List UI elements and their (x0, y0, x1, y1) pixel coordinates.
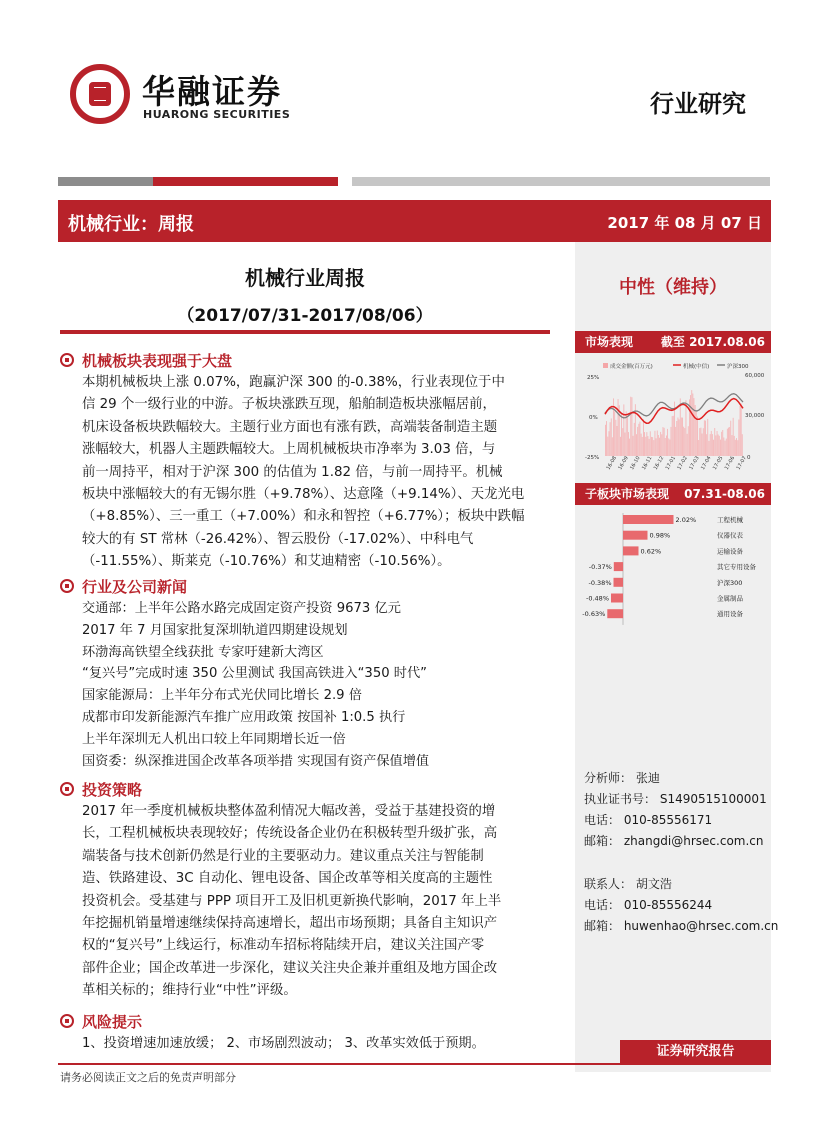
x-tick-label: 17-01 (664, 455, 678, 471)
contact-label: 执业证书号： (584, 792, 657, 806)
volume-bar (676, 421, 677, 456)
volume-bar (680, 398, 681, 456)
divider-gray-right (352, 177, 770, 186)
volume-bar (704, 420, 705, 456)
contact-row (584, 916, 779, 937)
volume-bar (630, 397, 631, 456)
volume-bar (692, 394, 693, 457)
section-line: 前一周持平，相对于沪深 300 的估值为 1.82 倍，与前一周持平。机械 (82, 464, 503, 480)
section-heading: 机械板块表现强于大盘 (82, 352, 233, 370)
section-line: 权的“复兴号”上线运行，标准动车招标将陆续开启，建议关注国产零 (82, 938, 485, 954)
x-tick-label: 17-04 (700, 455, 713, 471)
subsector-band-period: 07.31-08.06 (684, 487, 765, 501)
volume-bar (714, 428, 715, 456)
category-label: 沪深300 (717, 578, 743, 587)
contacts (584, 768, 779, 937)
x-tick-label: 17-05 (711, 455, 725, 471)
report-date: 2017 年 08 月 07 日 (607, 214, 762, 232)
category-label: 通用设备 (717, 610, 743, 619)
volume-bar (722, 430, 723, 456)
volume-bar (725, 441, 726, 456)
bar (614, 578, 624, 587)
volume-bar (607, 437, 608, 456)
data-label: 0.98% (649, 531, 671, 540)
section-line: 2017 年 7 月国家批复深圳轨道四期建设规划 (82, 622, 348, 638)
data-label: -0.38% (588, 578, 612, 587)
volume-bar (713, 440, 714, 456)
contact-value: zhangdi@hrsec.com.cn (620, 834, 764, 848)
volume-bar (627, 416, 628, 456)
volume-bar (668, 438, 669, 456)
volume-bar (710, 434, 711, 456)
volume-bar (699, 428, 700, 456)
volume-bar (649, 439, 650, 456)
company-name-en: HUARONG SECURITIES (143, 108, 291, 121)
volume-bar (651, 437, 652, 456)
bar (623, 531, 648, 540)
section-line: 造、铁路建设、3C 自动化、锂电设备、国企改革等相关度高的主题性 (82, 871, 493, 887)
y-left-tick: 25% (587, 375, 600, 381)
volume-bar (738, 420, 739, 457)
volume-bar (648, 436, 649, 456)
volume-bar (629, 439, 630, 456)
report-title: 机械行业周报 (245, 266, 365, 290)
section-line: 较大的有 ST 常林（-26.42%）、智云股份（-17.02%）、中科电气 (82, 531, 474, 547)
market-chart (575, 358, 771, 476)
contact-value: huwenhao@hrsec.com.cn (620, 919, 779, 933)
bar (614, 562, 623, 571)
volume-bar (637, 427, 638, 456)
section-line: 本期机械板块上涨 0.07%，跑赢沪深 300 的-0.38%，行业表现位于中 (82, 375, 505, 390)
volume-bar (687, 434, 688, 456)
contact-label: 分析师： (584, 771, 633, 785)
volume-bar (683, 427, 684, 456)
disclaimer: 请务必阅读正文之后的免责声明部分 (60, 1071, 236, 1084)
volume-bar (742, 434, 743, 456)
volume-bar (640, 422, 641, 456)
volume-bar (723, 438, 724, 457)
volume-bar (606, 421, 607, 456)
contact-label: 电话： (584, 898, 621, 912)
section-line: 环渤海高铁望全线获批 专家吁建新大湾区 (82, 644, 324, 660)
legend-machinery: 机械(中信) (683, 364, 710, 370)
bar (623, 515, 674, 524)
volume-bar (709, 441, 710, 456)
rating: 中性（维持） (619, 277, 727, 298)
data-label: -0.48% (586, 594, 609, 603)
section-line: 机床设备板块跌幅较大。主题行业方面也有涨有跌，高端装备制造主题 (82, 419, 498, 435)
contact-row (584, 810, 769, 831)
volume-bar (625, 433, 626, 457)
section-line: 年挖掘机销量增速继续保持高速增长，超出市场预期；具备自主知识产 (82, 916, 498, 932)
section-risk (60, 1011, 552, 1055)
volume-bar (614, 412, 615, 457)
volume-bar (612, 437, 613, 456)
volume-bar (659, 438, 660, 456)
volume-bar (653, 440, 654, 456)
section-strategy (60, 779, 552, 1003)
x-tick-label: 16-09 (617, 455, 630, 471)
section-line: 部件企业；国企改革进一步深化，建议关注央企兼并重组及地方国企改 (82, 960, 498, 976)
volume-bar (615, 420, 616, 456)
section-bullet-icon (60, 1014, 74, 1028)
x-tick-label: 16-10 (629, 455, 642, 471)
volume-bar (684, 428, 685, 456)
legend-hs300: 沪深300 (727, 364, 749, 370)
volume-bar (610, 422, 611, 456)
volume-bar (638, 424, 639, 456)
data-label: -0.63% (582, 610, 606, 619)
volume-bar (726, 439, 727, 456)
volume-bar (632, 397, 633, 456)
volume-bar (664, 428, 665, 456)
contact-value: 010-85556244 (620, 898, 713, 912)
volume-bar (620, 437, 621, 456)
volume-bar (690, 395, 691, 456)
volume-bar (644, 432, 645, 456)
volume-bars (605, 390, 743, 456)
y-right-tick: 30,000 (745, 413, 765, 419)
volume-bar (611, 418, 612, 456)
category-label: 仪器仪表 (717, 531, 743, 540)
subsector-band (575, 483, 771, 505)
volume-bar (655, 431, 656, 456)
volume-bar (730, 421, 731, 456)
report-date-range: （2017/07/31-2017/08/06） (177, 306, 433, 326)
market-band-left: 市场表现 (585, 335, 634, 349)
contact-row (584, 895, 769, 916)
section-line: （-11.55%）、斯莱克（-10.76%）和艾迪精密（-10.56%）。 (82, 554, 451, 570)
subsector-chart (575, 510, 771, 635)
category-label: 其它专用设备 (717, 563, 756, 572)
volume-bar (715, 435, 716, 456)
volume-bar (740, 406, 741, 456)
volume-bar (634, 423, 635, 456)
volume-bar (673, 416, 674, 456)
volume-bar (656, 438, 657, 456)
volume-bar (706, 434, 707, 456)
y-left-tick: -25% (585, 455, 600, 461)
volume-bar (698, 440, 699, 456)
volume-bar (672, 416, 673, 456)
volume-bar (657, 431, 658, 457)
volume-bar (736, 438, 737, 456)
section-heading: 投资策略 (82, 781, 143, 799)
volume-bar (732, 435, 733, 456)
volume-bar (643, 419, 644, 456)
section-line: 革相关标的；维持行业“中性”评级。 (82, 983, 297, 999)
legend-swatch-volume (603, 363, 608, 368)
volume-bar (633, 436, 634, 456)
volume-bar (707, 419, 708, 456)
volume-bar (678, 418, 679, 457)
contact-row (584, 831, 769, 852)
volume-bar (679, 419, 680, 456)
volume-bar (718, 435, 719, 457)
y-right-tick: 0 (747, 455, 751, 461)
x-tick-label: 17-07 (735, 455, 748, 471)
section-line: 长，工程机械板块表现较好；传统设备企业仍在积极转型升级扩张，高 (82, 826, 498, 842)
volume-bar (667, 429, 668, 456)
volume-bar (702, 434, 703, 457)
subsector-band-title: 子板块市场表现 (585, 487, 670, 501)
section-line: 板块中涨幅较大的有无锡尔胜（+9.78%）、达意隆（+9.14%）、天龙光电 (82, 487, 525, 503)
volume-bar (729, 427, 730, 456)
volume-bar (705, 421, 706, 456)
data-label: 2.02% (675, 516, 697, 524)
volume-bar (682, 418, 683, 456)
volume-bar (689, 399, 690, 456)
category-label: 工程机械 (717, 516, 743, 524)
section-line: 1、投资增速加速放缓； 2、市场剧烈波动； 3、改革实效低于预期。 (82, 1036, 485, 1051)
section-line: 国家能源局：上半年分布式光伏同比增长 2.9 倍 (82, 688, 362, 704)
contact-row (584, 874, 769, 895)
volume-bar (622, 428, 623, 456)
volume-bar (609, 431, 610, 456)
volume-bar (681, 418, 682, 457)
bar (607, 609, 623, 618)
volume-bar (691, 390, 692, 456)
volume-bar (694, 398, 695, 456)
volume-bar (658, 435, 659, 456)
section-line: 涨幅较大，机器人主题跌幅较大。上周机械板块市净率为 3.03 倍，与 (82, 442, 496, 458)
bar (611, 594, 623, 603)
volume-bar (618, 399, 619, 456)
bar (623, 546, 639, 555)
section-news (60, 576, 552, 772)
y-right-tick: 60,000 (745, 373, 765, 379)
volume-bar (728, 428, 729, 456)
volume-bar (671, 427, 672, 456)
volume-bar (605, 425, 606, 456)
volume-bar (741, 404, 742, 456)
section-heading: 风险提示 (82, 1013, 143, 1031)
section-line: （+8.85%）、三一重工（+7.00%）和永和智控（+6.77%）；板块中跌幅 (82, 509, 525, 525)
volume-bar (652, 437, 653, 456)
section-line: 端装备与技术创新仍然是行业的主要驱动力。建议重点关注与智能制 (82, 848, 484, 864)
volume-bar (688, 426, 689, 456)
section-line: 2017 年一季度机械板块整体盈利情况大幅改善，受益于基建投资的增 (82, 804, 496, 819)
contact-label: 联系人： (584, 877, 633, 891)
volume-bar (712, 434, 713, 456)
band-title: 机械行业：周报 (68, 214, 194, 235)
divider-red (153, 177, 338, 186)
contact-value: 胡文浩 (632, 877, 672, 891)
section-line: 成都市印发新能源汽车推广应用政策 按国补 1:0.5 执行 (82, 709, 406, 725)
section-line: “复兴号”完成时速 350 公里测试 我国高铁进入“350 时代” (82, 666, 427, 682)
market-band-right: 截至 2017.08.06 (660, 335, 765, 349)
section-line: 投资机会。受基建与 PPP 项目开工及旧机更新换代影响，2017 年上半 (82, 893, 502, 909)
contact-row (584, 789, 769, 810)
x-tick-label: 17-03 (688, 455, 701, 471)
section-market-performance (60, 350, 552, 574)
volume-bar (628, 432, 629, 456)
volume-bar (719, 436, 720, 456)
section-line: 信 29 个一级行业的中游。子板块涨跌互现，船舶制造板块涨幅居前， (82, 397, 496, 413)
section-line: 国资委：纵深推进国企改革各项举措 实现国有资产保值增值 (82, 753, 430, 769)
volume-bar (661, 434, 662, 456)
volume-bar (660, 432, 661, 456)
contact-value: 张迪 (632, 771, 660, 785)
volume-bar (734, 436, 735, 456)
volume-bar (737, 440, 738, 456)
section-bullet-icon (60, 353, 74, 367)
volume-bar (666, 436, 667, 457)
volume-bar (733, 418, 734, 456)
section-heading: 行业及公司新闻 (82, 578, 188, 596)
volume-bar (621, 414, 622, 456)
volume-bar (642, 437, 643, 456)
divider-gray-left (58, 177, 153, 186)
contact-label: 邮箱： (584, 919, 621, 933)
volume-bar (669, 440, 670, 457)
market-band (575, 331, 771, 353)
footer-rule (58, 1063, 771, 1065)
volume-bar (619, 405, 620, 456)
title-underline (60, 330, 550, 334)
x-tick-label: 17-06 (723, 455, 737, 471)
section-line: 交通部：上半年公路水路完成固定资产投资 9673 亿元 (82, 601, 401, 616)
volume-bar (686, 400, 687, 456)
volume-bar (697, 417, 698, 457)
volume-bar (617, 426, 618, 456)
legend-volume: 成交金额(百万元) (610, 364, 653, 370)
volume-bar (663, 427, 664, 456)
company-name-cn: 华融证券 (142, 72, 282, 111)
volume-bar (645, 437, 646, 456)
x-tick-labels (606, 455, 748, 471)
volume-bar (665, 438, 666, 456)
volume-bar (701, 428, 702, 456)
volume-bar (636, 434, 637, 456)
data-label: 0.62% (640, 547, 662, 556)
volume-bar (641, 434, 642, 456)
volume-bar (703, 428, 704, 456)
footer-band: 证券研究报告 (620, 1040, 771, 1063)
volume-bar (695, 405, 696, 456)
x-tick-label: 16-12 (652, 455, 666, 471)
volume-bar (646, 432, 647, 456)
y-left-tick: 0% (589, 415, 598, 421)
volume-bar (735, 440, 736, 456)
volume-bar (720, 440, 721, 456)
section-bullet-icon (60, 579, 74, 593)
x-tick-label: 16-11 (641, 455, 654, 471)
volume-bar (623, 404, 624, 456)
volume-bar (721, 432, 722, 456)
contact-label: 邮箱： (584, 834, 621, 848)
data-label: -0.37% (588, 563, 612, 572)
section-bullet-icon (60, 782, 74, 796)
section-line: 上半年深圳无人机出口较上年同期增长近一倍 (82, 731, 346, 747)
x-tick-label: 16-08 (605, 455, 618, 471)
volume-bar (727, 429, 728, 456)
report-category: 行业研究 (650, 89, 746, 118)
contact-label: 电话： (584, 813, 621, 827)
volume-bar (717, 431, 718, 456)
volume-bar (711, 431, 712, 456)
volume-bar (650, 431, 651, 456)
logo (70, 64, 130, 124)
contact-value: S1490515100001 (656, 792, 767, 806)
contact-value: 010-85556171 (620, 813, 713, 827)
category-label: 运输设备 (717, 547, 743, 556)
volume-bar (675, 427, 676, 456)
category-label: 金属制品 (717, 594, 743, 603)
contact-row (584, 768, 769, 789)
x-tick-label: 17-02 (676, 455, 689, 471)
